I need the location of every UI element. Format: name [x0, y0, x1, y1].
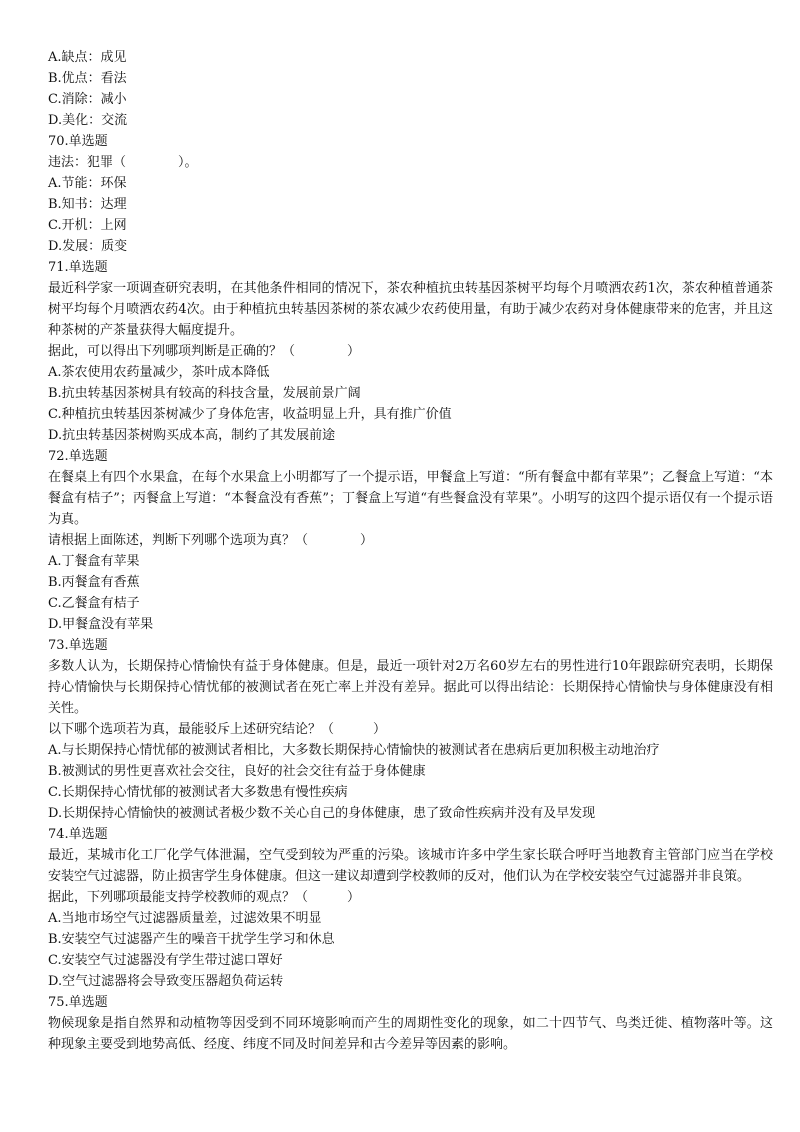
question-stem: 最近，某城市化工厂化学气体泄漏，空气受到较为严重的污染。该城市许多中学生家长联合呼吁当地教育主管部门应当在学校安装空气过滤器，防止损害学生身体健康。但这一建议却遭到学校教师的反对，他们认为在学校安装空气过滤器并非良策。 — [48, 848, 773, 884]
question-prompt: 请根据上面陈述，判断下列哪个选项为真？（ ） — [48, 533, 374, 548]
option: A.与长期保持心情忧郁的被测试者相比，大多数长期保持心情愉快的被测试者在患病后更加积极主动地治疗 — [48, 743, 660, 758]
option: C.消除：减小 — [48, 92, 127, 107]
option: D.长期保持心情愉快的被测试者极少数不关心自己的身体健康，患了致命性疾病并没有及早发现 — [48, 806, 596, 821]
document-page — [48, 47, 773, 1055]
question-header: 73.单选题 — [48, 638, 108, 653]
option: D.美化：交流 — [48, 113, 128, 128]
option: B.抗虫转基因茶树具有较高的科技含量，发展前景广阔 — [48, 386, 361, 401]
option: C.开机：上网 — [48, 218, 127, 233]
option: B.知书：达理 — [48, 197, 127, 212]
question-prompt: 据此，下列哪项最能支持学校教师的观点？（ ） — [48, 890, 361, 905]
option: B.被测试的男性更喜欢社会交往，良好的社会交往有益于身体健康 — [48, 764, 426, 779]
option: C.长期保持心情忧郁的被测试者大多数患有慢性疾病 — [48, 785, 348, 800]
option: B.优点：看法 — [48, 71, 127, 86]
option: B.安装空气过滤器产生的噪音干扰学生学习和休息 — [48, 932, 335, 947]
option: D.发展：质变 — [48, 239, 128, 254]
option: C.种植抗虫转基因茶树减少了身体危害，收益明显上升，具有推广价值 — [48, 407, 452, 422]
question-header: 75.单选题 — [48, 995, 108, 1010]
question-prompt: 以下哪个选项若为真，最能驳斥上述研究结论？（ ） — [48, 722, 387, 737]
option: D.甲餐盒没有苹果 — [48, 617, 154, 632]
question-header: 71.单选题 — [48, 260, 108, 275]
option: A.茶农使用农药量减少，茶叶成本降低 — [48, 365, 270, 380]
question-stem: 物候现象是指自然界和动植物等因受到不同环境影响而产生的周期性变化的现象，如二十四节气、鸟类迁徙、植物落叶等。这种现象主要受到地势高低、经度、纬度不同及时间差异和古今差异等因素的影响。 — [48, 1016, 773, 1052]
question-73 — [48, 635, 773, 824]
option: A.缺点：成见 — [48, 50, 127, 65]
question-74 — [48, 824, 773, 992]
option: C.安装空气过滤器没有学生带过滤口罩好 — [48, 953, 283, 968]
question-stem: 在餐桌上有四个水果盒，在每个水果盒上小明都写了一个提示语，甲餐盒上写道：“所有餐盒中都有苹果”；乙餐盒上写道：“本餐盒有桔子”；丙餐盒上写道：“本餐盒没有香蕉”；丁餐盒上写道“有些餐盒没有苹果”。小明写的这四个提示语仅有一个提示语为真。 — [48, 470, 773, 527]
question-71 — [48, 257, 773, 446]
question-prompt: 据此，可以得出下列哪项判断是正确的？（ ） — [48, 344, 361, 359]
question-stem: 多数人认为，长期保持心情愉快有益于身体健康。但是，最近一项针对2万名60岁左右的男性进行10年跟踪研究表明，长期保持心情愉快与长期保持心情忧郁的被测试者在死亡率上并没有差异。据此可以得出结论：长期保持心情愉快与身体健康没有相关性。 — [48, 659, 773, 716]
question-stem: 最近科学家一项调查研究表明，在其他条件相同的情况下，茶农种植抗虫转基因茶树平均每个月喷洒农药1次，茶农种植普通茶树平均每个月喷洒农药4次。由于种植抗虫转基因茶树的茶农减少农药使用量，有助于减少农药对身体健康带来的危害，并且这种茶树的产茶量获得大幅度提升。 — [48, 281, 773, 338]
question-70 — [48, 131, 773, 257]
question-stem: 违法：犯罪（ ）。 — [48, 155, 198, 170]
option: D.空气过滤器将会导致变压器超负荷运转 — [48, 974, 284, 989]
option: C.乙餐盒有桔子 — [48, 596, 140, 611]
option: A.当地市场空气过滤器质量差，过滤效果不明显 — [48, 911, 322, 926]
option: A.丁餐盒有苹果 — [48, 554, 140, 569]
option: A.节能：环保 — [48, 176, 127, 191]
option: D.抗虫转基因茶树购买成本高，制约了其发展前途 — [48, 428, 336, 443]
question-header: 74.单选题 — [48, 827, 108, 842]
question-header: 72.单选题 — [48, 449, 108, 464]
question-header: 70.单选题 — [48, 134, 108, 149]
option: B.丙餐盒有香蕉 — [48, 575, 140, 590]
question-72 — [48, 446, 773, 635]
previous-question-options — [48, 47, 773, 131]
question-75 — [48, 992, 773, 1055]
